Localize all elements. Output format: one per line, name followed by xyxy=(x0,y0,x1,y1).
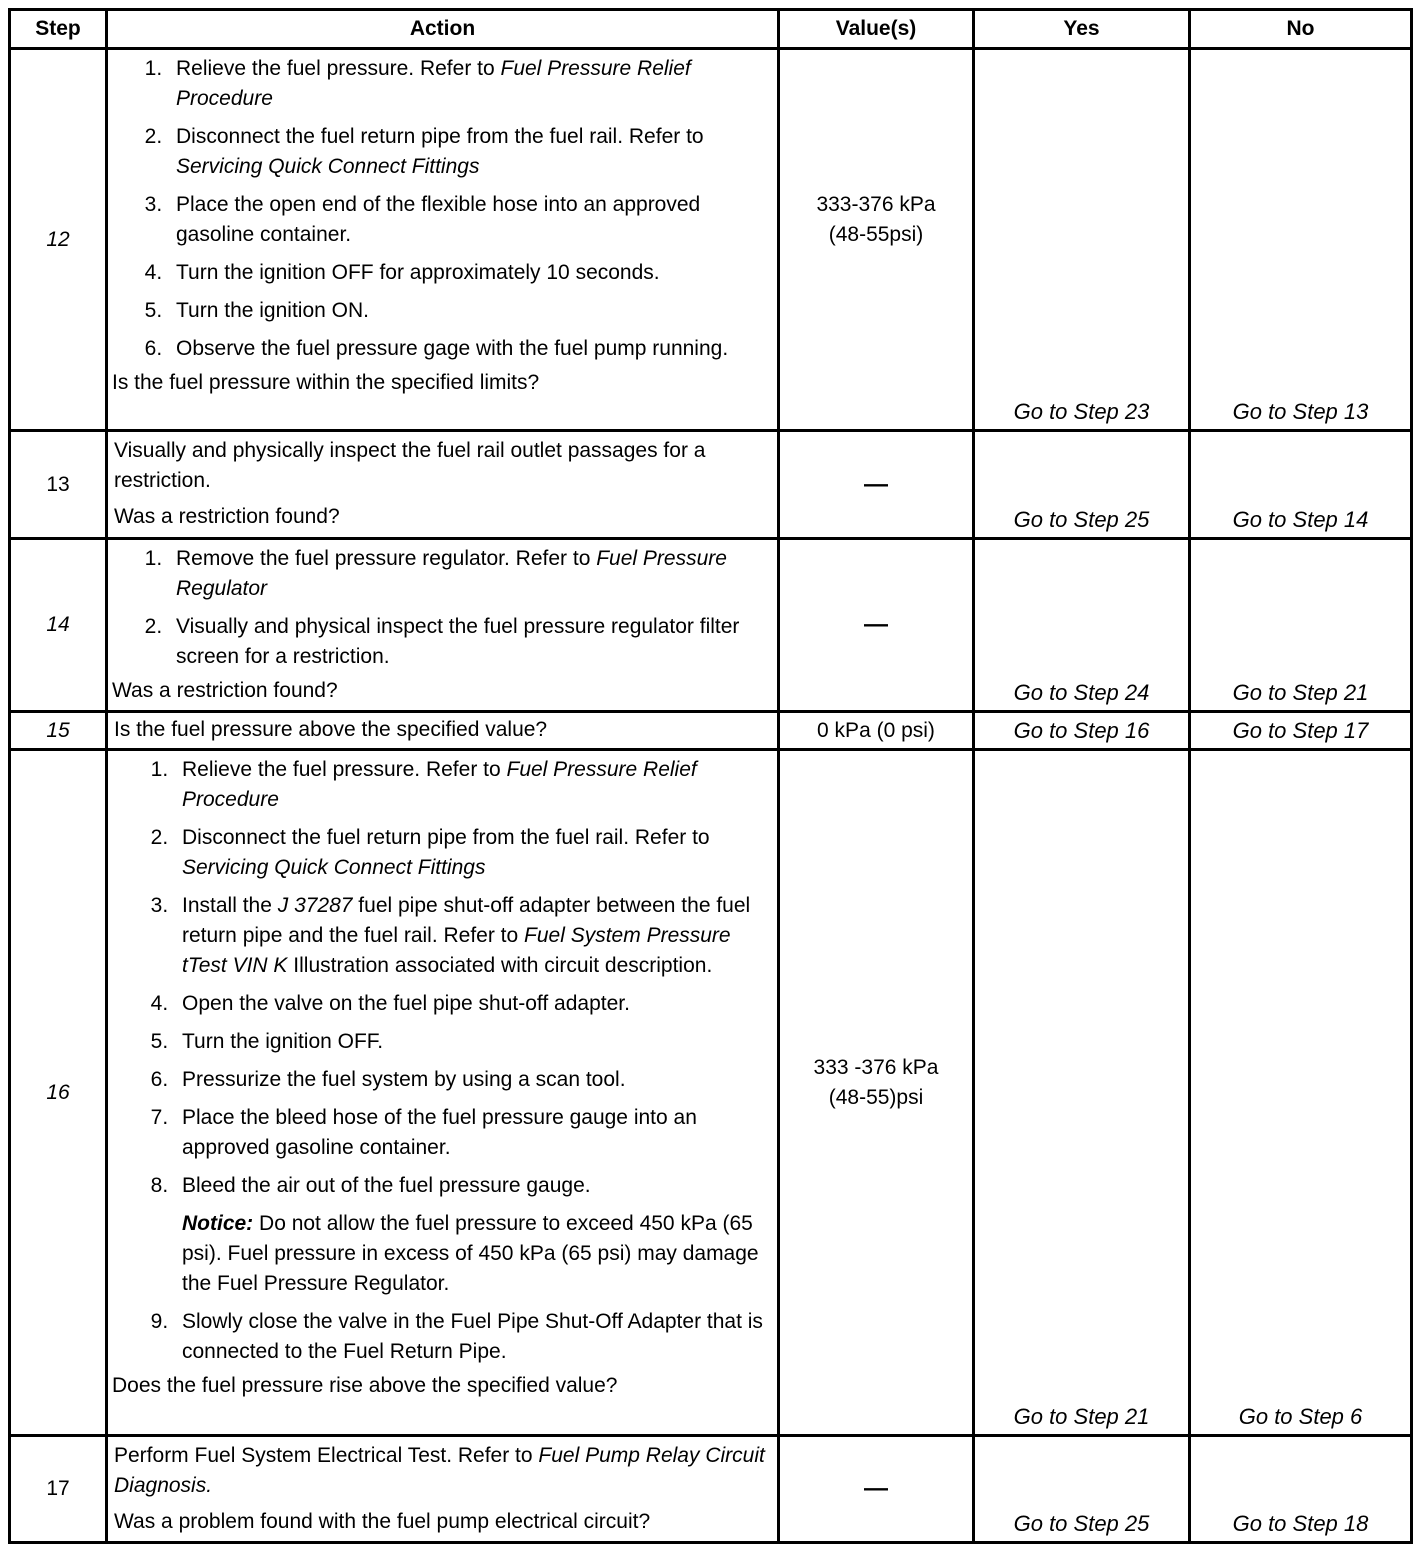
action-cell xyxy=(107,1436,779,1543)
notice-text: Do not allow the fuel pressure to exceed 450 kPa (65 psi). Fuel pressure in excess of 450 kPa (65 psi) may damage the Fuel Pressure Regulator. xyxy=(182,1212,759,1295)
no-link: Go to Step 17 xyxy=(1190,712,1412,750)
no-link: Go to Step 21 xyxy=(1190,539,1412,712)
step-number: 15 xyxy=(10,712,107,750)
action-text: Visually and physically inspect the fuel rail outlet passages for a restriction. xyxy=(114,439,706,492)
action-steps-list xyxy=(112,755,771,1367)
list-item: 4. Turn the ignition OFF for approximately 10 seconds. xyxy=(168,258,771,288)
list-item: 9. Slowly close the valve in the Fuel Pipe Shut-Off Adapter that is connected to the Fuel Return Pipe. xyxy=(174,1307,771,1367)
yes-link: Go to Step 16 xyxy=(974,712,1190,750)
step-number: 13 xyxy=(10,431,107,539)
value-cell xyxy=(779,49,974,431)
no-link: Go to Step 14 xyxy=(1190,431,1412,539)
value-line-2: (48-55psi) xyxy=(828,222,924,246)
yes-link: Go to Step 21 xyxy=(974,750,1190,1436)
question-text: Was a problem found with the fuel pump electrical circuit? xyxy=(114,1510,651,1533)
step-number: 14 xyxy=(10,539,107,712)
question-text: Was a restriction found? xyxy=(114,505,340,528)
action-cell xyxy=(107,431,779,539)
value-cell: — xyxy=(779,431,974,539)
question-text: Is the fuel pressure within the specified limits? xyxy=(112,371,540,394)
diagnostic-table xyxy=(8,8,1413,1544)
list-item: 7. Place the bleed hose of the fuel pressure gauge into an approved gasoline container. xyxy=(174,1103,771,1163)
action-text: Perform Fuel System Electrical Test. Refer to Fuel Pump Relay Circuit Diagnosis. xyxy=(114,1444,765,1497)
step-number: 17 xyxy=(10,1436,107,1543)
no-link: Go to Step 18 xyxy=(1190,1436,1412,1543)
list-item: 6. Pressurize the fuel system by using a scan tool. xyxy=(174,1065,771,1095)
list-item: 8. Bleed the air out of the fuel pressure gauge. Notice: Do not allow the fuel pressure to exceed 450 kPa (65 psi). Fuel pressure in excess of 450 kPa (65 psi) may damage the Fuel Pressure Regulator. xyxy=(174,1171,771,1299)
value-line-1: 333-376 kPa xyxy=(816,192,936,216)
table-row-step-13 xyxy=(10,431,1412,539)
yes-link: Go to Step 24 xyxy=(974,539,1190,712)
step-number: 12 xyxy=(10,49,107,431)
action-steps-list xyxy=(112,54,771,364)
diagnostic-table-container xyxy=(8,8,1413,1544)
header-row xyxy=(10,10,1412,49)
table-row-step-15 xyxy=(10,712,1412,750)
action-cell xyxy=(107,49,779,431)
value-line-2: (48-55)psi xyxy=(828,1085,924,1109)
value-cell: — xyxy=(779,539,974,712)
list-item: 2. Disconnect the fuel return pipe from the fuel rail. Refer to Servicing Quick Connect Fittings xyxy=(174,823,771,883)
list-item: 3. Place the open end of the flexible hose into an approved gasoline container. xyxy=(168,190,771,250)
action-cell xyxy=(107,712,779,750)
value-line-1: 333 -376 kPa xyxy=(813,1055,939,1079)
action-cell xyxy=(107,539,779,712)
notice-block xyxy=(182,1209,771,1299)
table-row-step-16 xyxy=(10,750,1412,1436)
notice-label: Notice: xyxy=(182,1212,254,1235)
header-yes: Yes xyxy=(974,10,1190,49)
yes-link: Go to Step 23 xyxy=(974,49,1190,431)
header-step: Step xyxy=(10,10,107,49)
list-item: 4. Open the valve on the fuel pipe shut-off adapter. xyxy=(174,989,771,1019)
no-link: Go to Step 6 xyxy=(1190,750,1412,1436)
list-item: 2. Visually and physical inspect the fuel pressure regulator filter screen for a restriction. xyxy=(168,612,771,672)
question-text: Does the fuel pressure rise above the specified value? xyxy=(112,1374,618,1397)
question-text: Was a restriction found? xyxy=(112,679,338,702)
list-item: 1. Relieve the fuel pressure. Refer to Fuel Pressure Relief Procedure xyxy=(168,54,771,114)
list-item: 1. Remove the fuel pressure regulator. Refer to Fuel Pressure Regulator xyxy=(168,544,771,604)
no-link: Go to Step 13 xyxy=(1190,49,1412,431)
header-values: Value(s) xyxy=(779,10,974,49)
list-item: 5. Turn the ignition OFF. xyxy=(174,1027,771,1057)
table-row-step-14 xyxy=(10,539,1412,712)
header-no: No xyxy=(1190,10,1412,49)
value-cell: — xyxy=(779,1436,974,1543)
table-row-step-12 xyxy=(10,49,1412,431)
step-number: 16 xyxy=(10,750,107,1436)
action-cell xyxy=(107,750,779,1436)
list-item: 6. Observe the fuel pressure gage with the fuel pump running. xyxy=(168,334,771,364)
header-action: Action xyxy=(107,10,779,49)
value-cell xyxy=(779,750,974,1436)
question-text: Is the fuel pressure above the specified value? xyxy=(114,718,548,741)
table-row-step-17 xyxy=(10,1436,1412,1543)
list-item: 2. Disconnect the fuel return pipe from the fuel rail. Refer to Servicing Quick Connect Fittings xyxy=(168,122,771,182)
yes-link: Go to Step 25 xyxy=(974,431,1190,539)
value-cell: 0 kPa (0 psi) xyxy=(779,712,974,750)
yes-link: Go to Step 25 xyxy=(974,1436,1190,1543)
action-steps-list xyxy=(112,544,771,672)
list-item: 3. Install the J 37287 fuel pipe shut-off adapter between the fuel return pipe and the fuel rail. Refer to Fuel System Pressure tTest VIN K Illustration associated with circuit description. xyxy=(174,891,771,981)
list-item: 5. Turn the ignition ON. xyxy=(168,296,771,326)
list-item: 1. Relieve the fuel pressure. Refer to Fuel Pressure Relief Procedure xyxy=(174,755,771,815)
